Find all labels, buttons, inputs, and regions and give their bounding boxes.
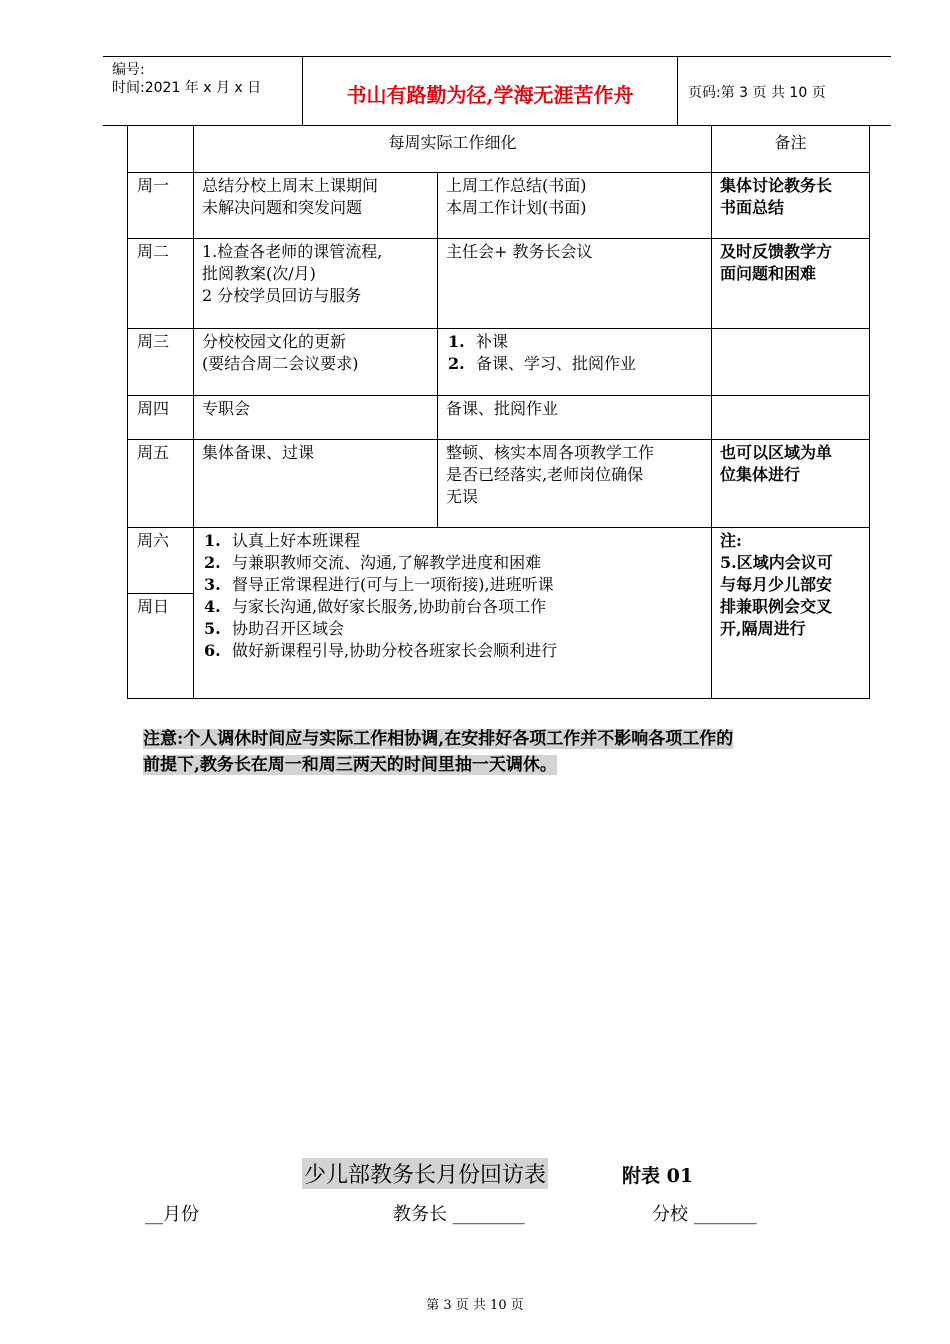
task-line: 上周工作总结(书面)	[446, 176, 587, 195]
header-info-cell	[103, 57, 303, 125]
list-item	[202, 574, 703, 596]
task-line: 2 分校学员回访与服务	[202, 286, 362, 305]
time-label: 时间:2021 年 x 月 x 日	[112, 80, 262, 96]
motto: 书山有路勤为径,学海无涯苦作舟	[346, 83, 634, 107]
table-row	[128, 528, 870, 594]
task-line: 备课、批阅作业	[446, 399, 559, 418]
remark-cell	[712, 329, 870, 396]
list-item	[202, 552, 703, 574]
task-line: 分校校园文化的更新	[202, 332, 347, 351]
table-header-row	[128, 126, 870, 173]
appendix-label: 附表 01	[622, 1165, 694, 1187]
form-title: 少儿部教务长月份回访表	[302, 1158, 548, 1189]
task-line: 无误	[446, 487, 479, 506]
remark-line: 也可以区域为单	[720, 443, 833, 462]
remark-cell	[712, 528, 870, 699]
task-line: (要结合周二会议要求)	[202, 354, 359, 373]
table-row	[128, 239, 870, 329]
dean-field: 教务长 ________	[393, 1204, 525, 1225]
task-line: 未解决问题和突发问题	[202, 198, 363, 217]
item-text: 与兼职教师交流、沟通,了解教学进度和困难	[232, 553, 542, 572]
task-line: 主任会+ 教务长会议	[446, 242, 593, 261]
item-number: 1.	[448, 332, 465, 351]
task-cell	[194, 440, 438, 528]
item-text: 备课、学习、批阅作业	[476, 354, 637, 373]
task-line	[446, 353, 703, 375]
table-row	[128, 396, 870, 440]
task-cell	[438, 396, 712, 440]
list-item	[202, 530, 703, 552]
remark-line: 及时反馈教学方	[720, 242, 833, 261]
task-cell	[438, 440, 712, 528]
task-line: 集体备课、过课	[202, 443, 315, 462]
page-footer: 第 3 页 共 10 页	[426, 1298, 524, 1313]
task-cell	[194, 239, 438, 329]
task-cell	[438, 329, 712, 396]
header-detail-cell: 每周实际工作细化	[194, 126, 712, 173]
day-cell: 周日	[128, 594, 194, 699]
task-cell	[194, 329, 438, 396]
header-empty-cell	[128, 126, 194, 173]
day-cell: 周一	[128, 173, 194, 239]
list-item	[202, 596, 703, 618]
header-motto-cell	[303, 57, 678, 125]
code-label: 编号:	[112, 62, 145, 78]
remark-line: 排兼职例会交叉	[720, 597, 833, 616]
day-cell: 周三	[128, 329, 194, 396]
remark-line: 注:	[720, 531, 742, 550]
header-remark-cell: 备注	[712, 126, 870, 173]
remark-line: 集体讨论教务长	[720, 176, 833, 195]
task-line: 专职会	[202, 399, 251, 418]
task-cell	[438, 173, 712, 239]
notice-line: 前提下,教务长在周一和周三两天的时间里抽一天调休。	[143, 755, 557, 775]
remark-line: 书面总结	[720, 198, 785, 217]
page-number-label: 页码:第 3 页 共 10 页	[688, 85, 826, 101]
task-line: 是否已经落实,老师岗位确保	[446, 465, 644, 484]
table-row	[128, 329, 870, 396]
item-number: 5.	[204, 619, 221, 638]
item-text: 补课	[476, 332, 509, 351]
day-cell: 周六	[128, 528, 194, 594]
item-text: 督导正常课程进行(可与上一项衔接),进班听课	[232, 575, 554, 594]
item-number: 6.	[204, 641, 221, 660]
task-line: 本周工作计划(书面)	[446, 198, 587, 217]
task-cell	[194, 396, 438, 440]
notice-line: 注意:个人调休时间应与实际工作相协调,在安排好各项工作并不影响各项工作的	[143, 729, 734, 749]
branch-field: 分校 _______	[652, 1204, 757, 1225]
task-cell	[438, 239, 712, 329]
day-cell: 周二	[128, 239, 194, 329]
list-item	[202, 640, 703, 662]
item-text: 做好新课程引导,协助分校各班家长会顺利进行	[232, 641, 558, 660]
item-number: 4.	[204, 597, 221, 616]
item-number: 1.	[204, 531, 221, 550]
remark-line: 与每月少儿部安	[720, 575, 833, 594]
list-item	[202, 618, 703, 640]
task-line: 总结分校上周末上课期间	[202, 176, 379, 195]
remark-line: 位集体进行	[720, 465, 801, 484]
item-text: 认真上好本班课程	[232, 531, 361, 550]
table-row	[128, 440, 870, 528]
remark-cell	[712, 440, 870, 528]
task-cell	[194, 173, 438, 239]
weekly-schedule-table	[127, 125, 870, 699]
header-page-cell	[678, 57, 891, 125]
item-number: 2.	[448, 354, 465, 373]
day-cell: 周五	[128, 440, 194, 528]
task-line: 整顿、核实本周各项教学工作	[446, 443, 655, 462]
task-line	[446, 331, 703, 353]
task-line: 批阅教案(次/月)	[202, 264, 316, 283]
remark-cell	[712, 173, 870, 239]
item-number: 3.	[204, 575, 221, 594]
task-line: 1.检查各老师的课管流程,	[202, 242, 383, 261]
table-row	[128, 173, 870, 239]
item-text: 与家长沟通,做好家长服务,协助前台各项工作	[232, 597, 547, 616]
day-cell: 周四	[128, 396, 194, 440]
remark-line: 开,隔周进行	[720, 619, 806, 638]
remark-line: 5.区域内会议可	[720, 553, 833, 572]
remark-cell	[712, 239, 870, 329]
remark-cell	[712, 396, 870, 440]
weekend-task-cell	[194, 528, 712, 699]
notice-text	[143, 726, 855, 778]
page-header	[103, 56, 891, 126]
item-number: 2.	[204, 553, 221, 572]
item-text: 协助召开区域会	[232, 619, 345, 638]
month-field: __月份	[145, 1204, 199, 1225]
remark-line: 面问题和困难	[720, 264, 817, 283]
